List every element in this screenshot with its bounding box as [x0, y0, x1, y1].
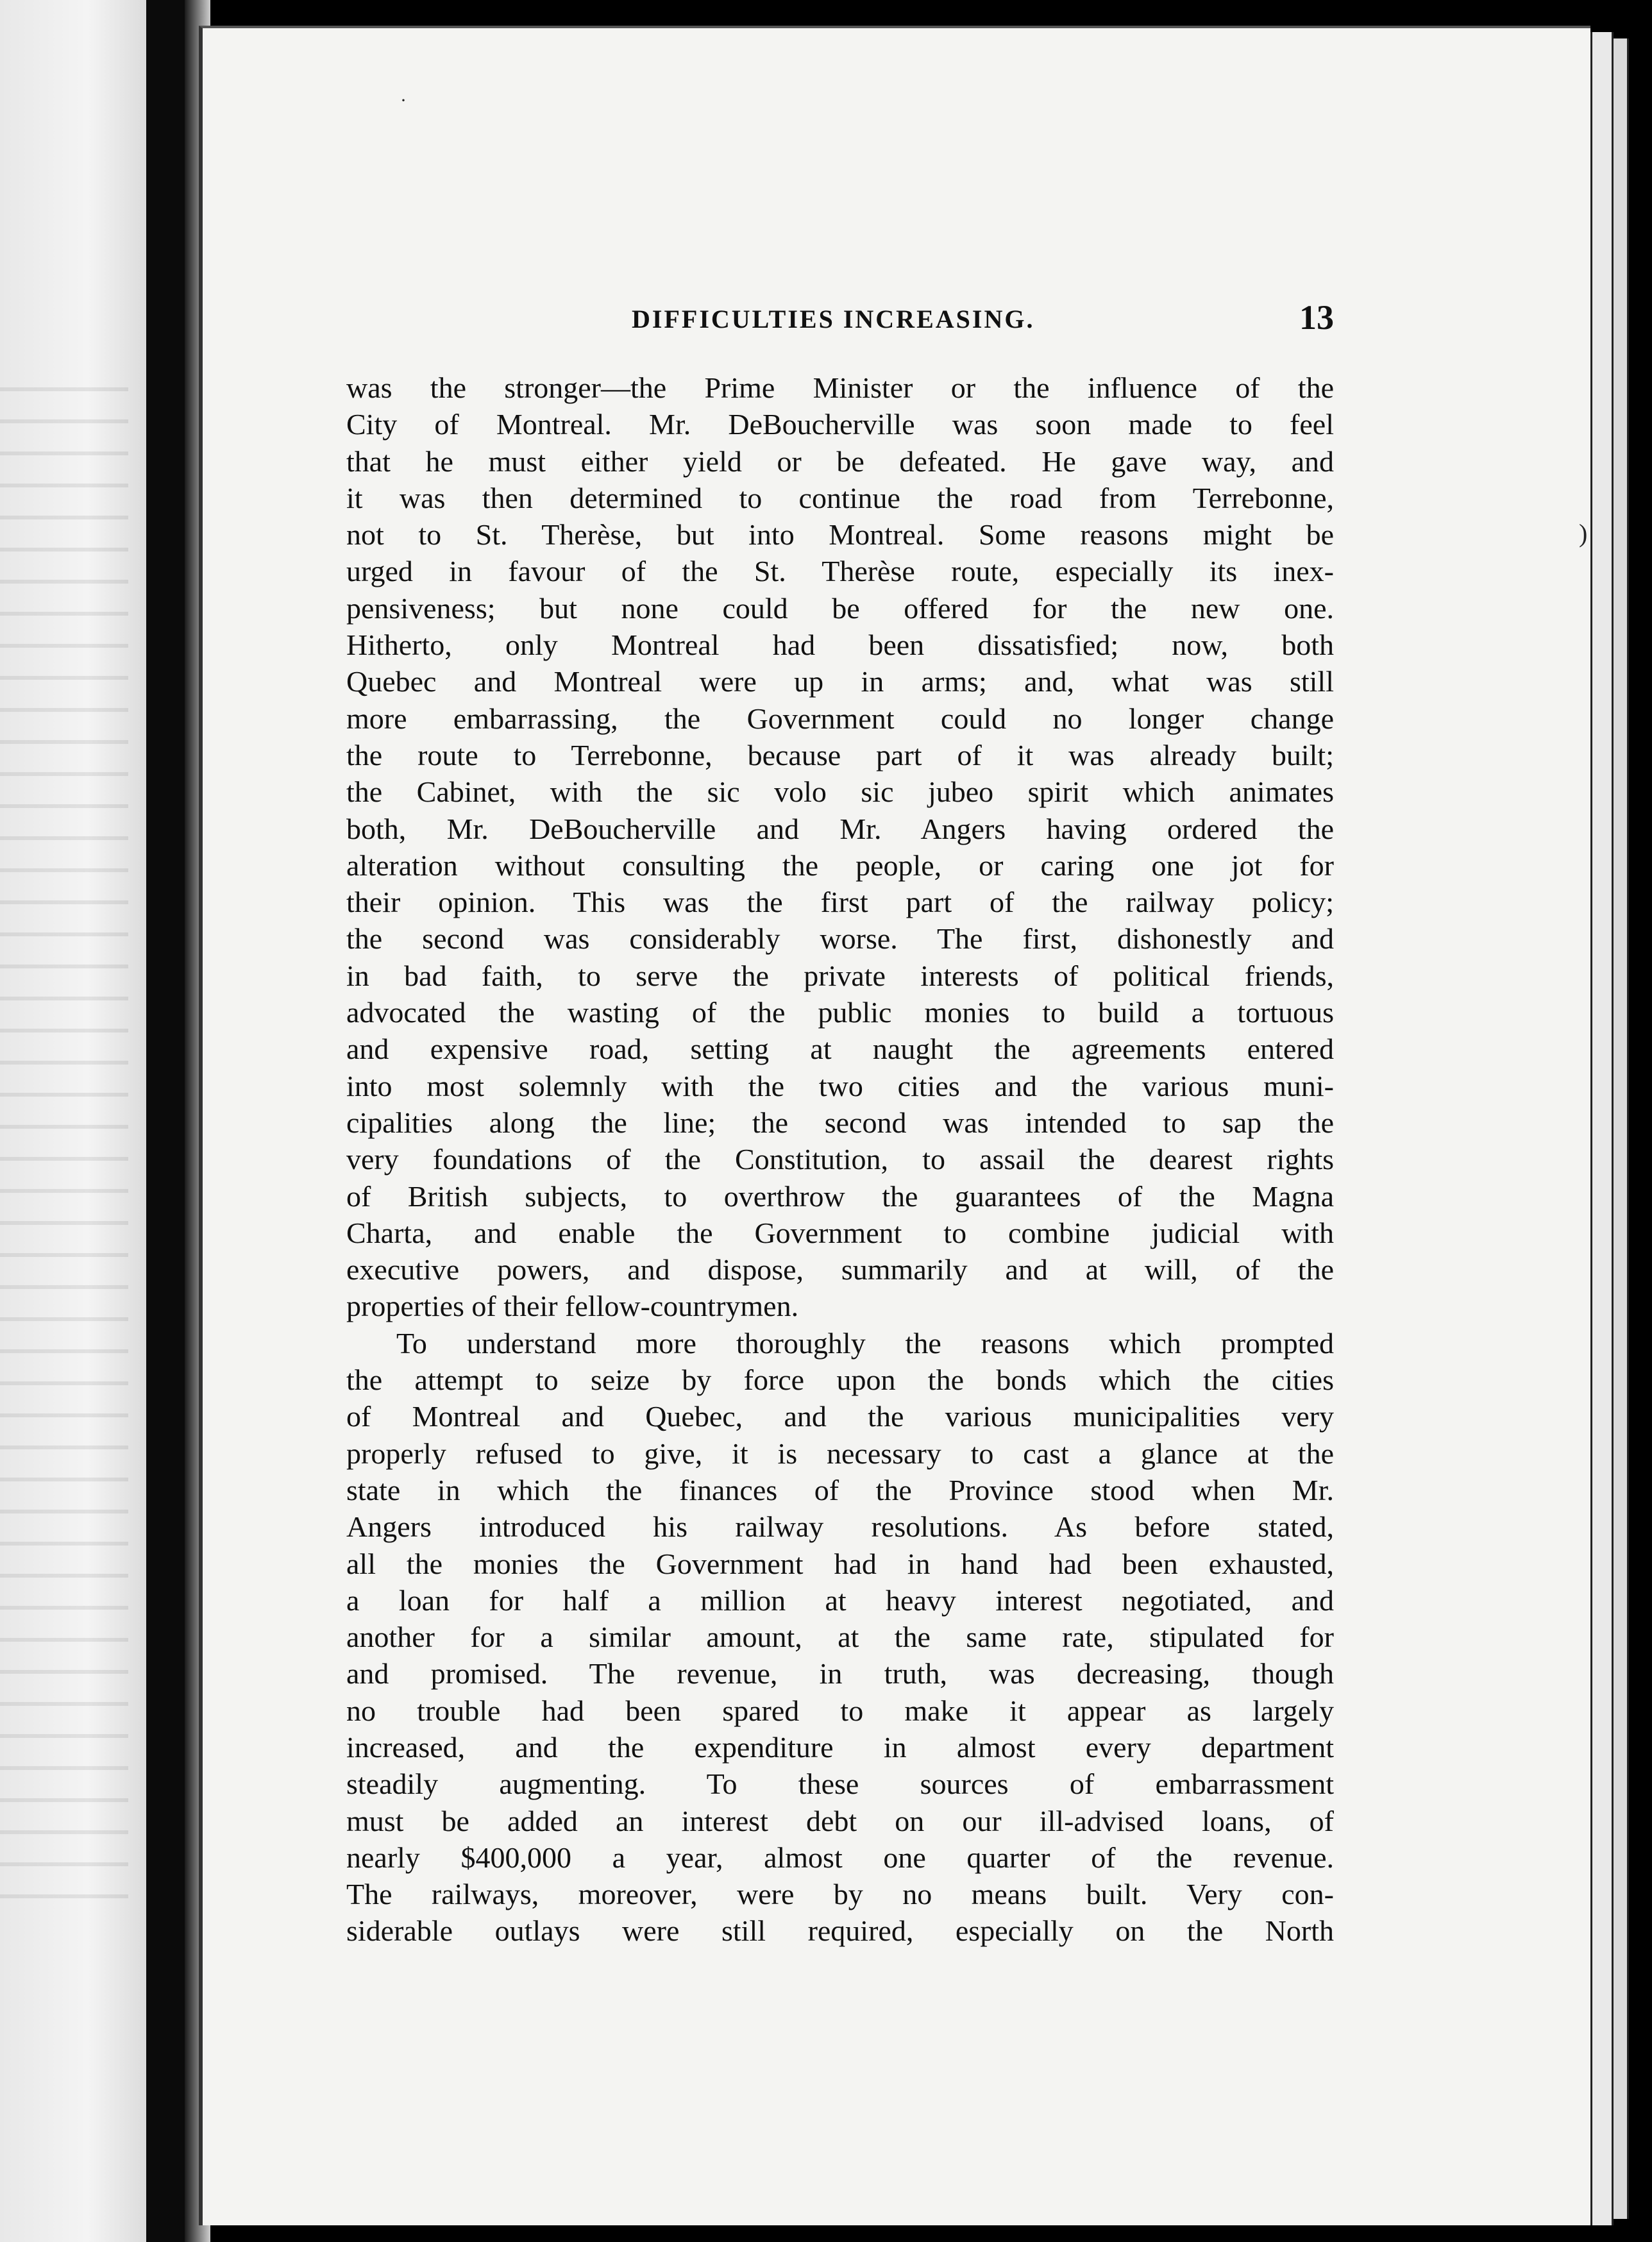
- text-line: nearly $400,000 a year, almost one quarter of the revenue.: [346, 1841, 1334, 1874]
- text-line: the Cabinet, with the sic volo sic jubeo spirit which animates: [346, 775, 1334, 809]
- text-line: steadily augmenting. To these sources of embarrassment: [346, 1767, 1334, 1801]
- running-head: DIFFICULTIES INCREASING.: [632, 305, 1035, 333]
- text-line: alteration without consulting the people, or caring one jot for: [346, 848, 1334, 882]
- text-line: and expensive road, setting at naught the agreements entered: [346, 1032, 1334, 1066]
- text-line: cipalities along the line; the second was intended to sap the: [346, 1106, 1334, 1139]
- text-line: the route to Terrebonne, because part of it was already built;: [346, 738, 1334, 771]
- text-line: pensiveness; but none could be offered for the new one.: [346, 591, 1334, 625]
- body-text: [346, 369, 1334, 1950]
- facing-page-text-bleed: [0, 359, 128, 1898]
- text-line: all the monies the Government had in hand had been exhausted,: [346, 1547, 1334, 1580]
- text-line: both, Mr. DeBoucherville and Mr. Angers having ordered the: [346, 812, 1334, 845]
- text-line: advocated the wasting of the public monies to build a tortuous: [346, 996, 1334, 1029]
- text-line: was the stronger—the Prime Minister or the influence of the: [346, 371, 1334, 404]
- text-line: a loan for half a million at heavy interest negotiated, and: [346, 1583, 1334, 1617]
- text-line: no trouble had been spared to make it appear as largely: [346, 1694, 1334, 1727]
- text-line: and promised. The revenue, in truth, was decreasing, though: [346, 1657, 1334, 1690]
- text-line: very foundations of the Constitution, to assail the dearest rights: [346, 1143, 1334, 1176]
- text-line: Charta, and enable the Government to combine judicial with: [346, 1216, 1334, 1249]
- text-line: it was then determined to continue the road from Terrebonne,: [346, 481, 1334, 514]
- text-line: properly refused to give, it is necessary to cast a glance at the: [346, 1437, 1334, 1470]
- stray-mark: ): [1579, 519, 1588, 548]
- text-line: City of Montreal. Mr. DeBoucherville was soon made to feel: [346, 408, 1334, 441]
- text-line: into most solemnly with the two cities and the various muni-: [346, 1069, 1334, 1102]
- page-header: [346, 298, 1334, 349]
- text-line: another for a similar amount, at the same rate, stipulated for: [346, 1621, 1334, 1654]
- text-line: the attempt to seize by force upon the bonds which the cities: [346, 1363, 1334, 1397]
- text-line: The railways, moreover, were by no means built. Very con-: [346, 1878, 1334, 1911]
- text-line: increased, and the expenditure in almost every department: [346, 1730, 1334, 1764]
- text-line: urged in favour of the St. Therèse route, especially its inex-: [346, 555, 1334, 588]
- text-line: must be added an interest debt on our ill-advised loans, of: [346, 1804, 1334, 1837]
- text-line: of Montreal and Quebec, and the various municipalities very: [346, 1400, 1334, 1433]
- text-line: state in which the finances of the Province stood when Mr.: [346, 1473, 1334, 1506]
- text-line: executive powers, and dispose, summarily and at will, of the: [346, 1253, 1334, 1286]
- text-line: not to St. Therèse, but into Montreal. Some reasons might be: [346, 518, 1334, 552]
- text-line: Quebec and Montreal were up in arms; and, what was still: [346, 665, 1334, 698]
- text-line: more embarrassing, the Government could no longer change: [346, 702, 1334, 735]
- text-line: Hitherto, only Montreal had been dissatisfied; now, both: [346, 628, 1334, 662]
- text-line: siderable outlays were still required, especially on the North: [346, 1914, 1334, 1948]
- page-fore-edge: [1590, 32, 1614, 2225]
- text-line: of British subjects, to overthrow the guarantees of the Magna: [346, 1179, 1334, 1213]
- page-fore-edge-outer: [1614, 38, 1629, 2219]
- page-number: 13: [1299, 298, 1334, 337]
- stray-dot: ·: [400, 90, 407, 111]
- text-line: properties of their fellow-countrymen.: [346, 1290, 799, 1323]
- book-gutter: [146, 0, 185, 2242]
- text-line: Angers introduced his railway resolutions. As before stated,: [346, 1510, 1334, 1544]
- text-line: their opinion. This was the first part of the railway policy;: [346, 886, 1334, 919]
- text-line: To understand more thoroughly the reasons which prompted: [396, 1326, 1334, 1360]
- text-line: the second was considerably worse. The first, dishonestly and: [346, 922, 1334, 956]
- facing-page-edge: [0, 0, 146, 2242]
- text-line: that he must either yield or be defeated. He gave way, and: [346, 444, 1334, 478]
- text-line: in bad faith, to serve the private interests of political friends,: [346, 959, 1334, 992]
